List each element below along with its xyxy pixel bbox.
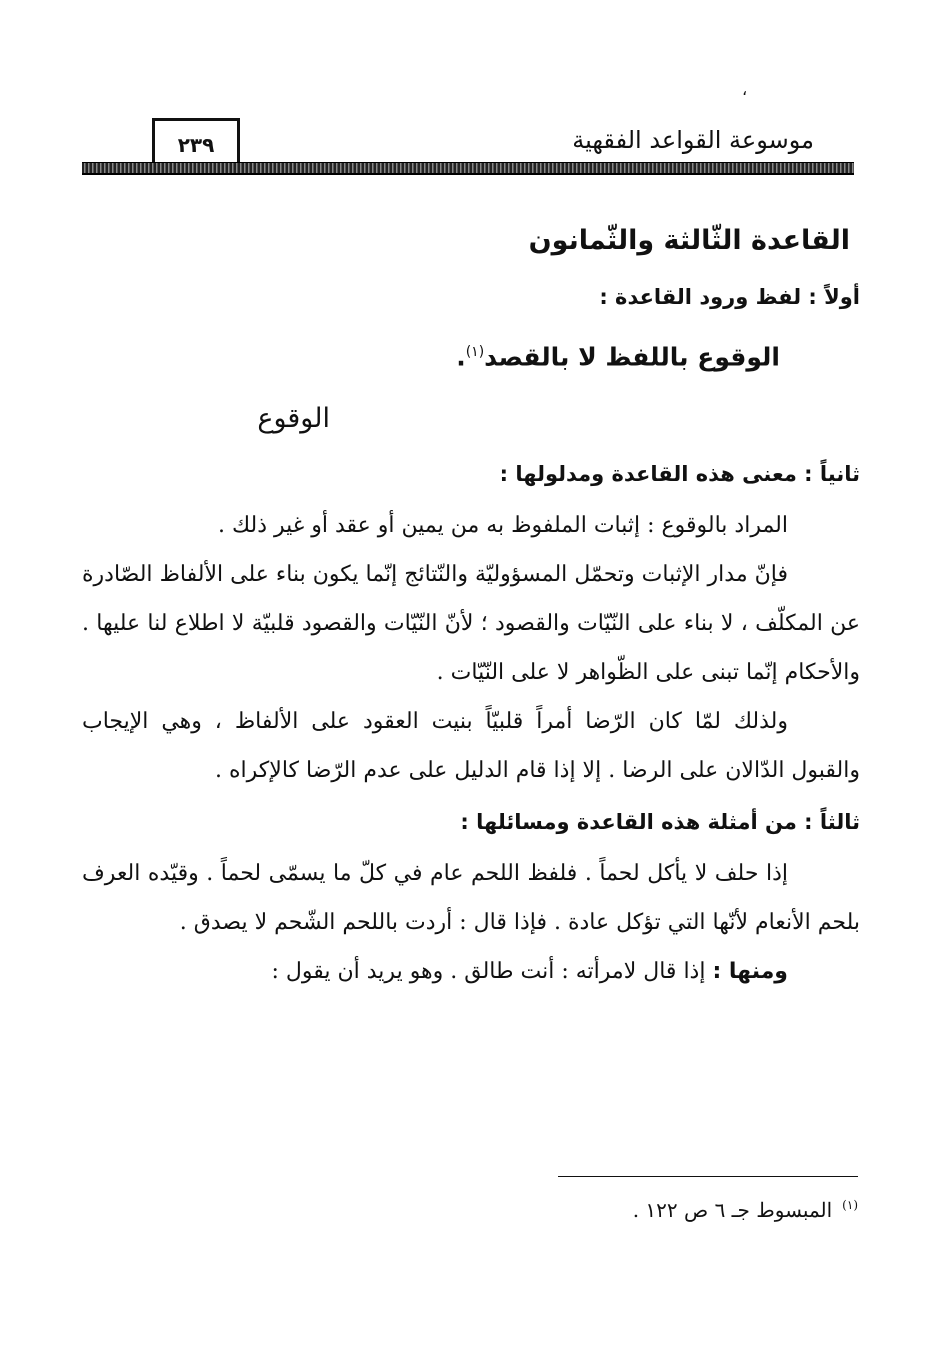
footnote — [82, 1198, 858, 1222]
paragraph-4: إذا حلف لا يأكل لحماً . فلفظ اللحم عام في كلّ ما يسمّى لحماً . وقيّده العرف بلحم الأنعام لأنّها التي تؤكل عادة . فإذا قال : أردت باللحم الشّحم لا يصدق . — [82, 861, 860, 936]
section-heading-1: أولاً : لفظ ورود القاعدة : — [599, 285, 860, 309]
section-heading-2: ثانياً : معنى هذه القاعدة ومدلولها : — [499, 462, 860, 487]
page-body — [82, 212, 860, 996]
paragraph-5-lead: ومنها : — [712, 959, 788, 985]
book-title: موسوعة القواعد الفقهية — [572, 126, 814, 154]
rule-text: الوقوع باللفظ لا بالقصد — [484, 342, 780, 372]
duplicate-word: الوقوع — [257, 403, 330, 435]
footnote-rule — [558, 1176, 858, 1177]
rule-end: . — [456, 342, 466, 372]
footnote-number: (١) — [842, 1198, 858, 1213]
footnote-ref: (١) — [465, 344, 485, 360]
paragraph-2: فإنّ مدار الإثبات وتحمّل المسؤوليّة والنّتائج إنّما يكون بناء على الألفاظ الصّادرة عن المكلّف ، لا بناء على النّيّات والقصود ؛ لأنّ النّيّات والقصود قلبيّة لا اطلاع لنا عليها . والأحكام إنّما تبنى على الظّواهر لا على النّيّات . — [82, 562, 860, 686]
page-header — [82, 118, 854, 180]
page-number: ٢٣٩ — [152, 118, 240, 169]
paragraph-5-text: إذا قال لامرأته : أنت طالق . وهو يريد أن يقول : — [271, 959, 706, 985]
section-heading-3: ثالثاً : من أمثلة هذه القاعدة ومسائلها : — [460, 810, 860, 835]
paragraph-3: ولذلك لمّا كان الرّضا أمراً قلبيّاً بنيت العقود على الألفاظ ، وهي الإيجاب والقبول الدّالان على الرضا . إلا إذا قام الدليل على عدم الرّضا كالإكراه . — [82, 709, 860, 784]
main-heading: القاعدة الثّالثة والثّمانون — [528, 225, 850, 256]
stray-mark: ، — [742, 80, 748, 99]
paragraph-5 — [82, 947, 860, 996]
paragraph-1: المراد بالوقوع : إثبات الملفوظ به من يمين أو عقد أو غير ذلك . — [217, 513, 788, 539]
rule-statement — [82, 324, 780, 385]
header-rule — [82, 162, 854, 175]
footnote-text: المبسوط جـ ٦ ص ١٢٢ . — [632, 1198, 833, 1222]
